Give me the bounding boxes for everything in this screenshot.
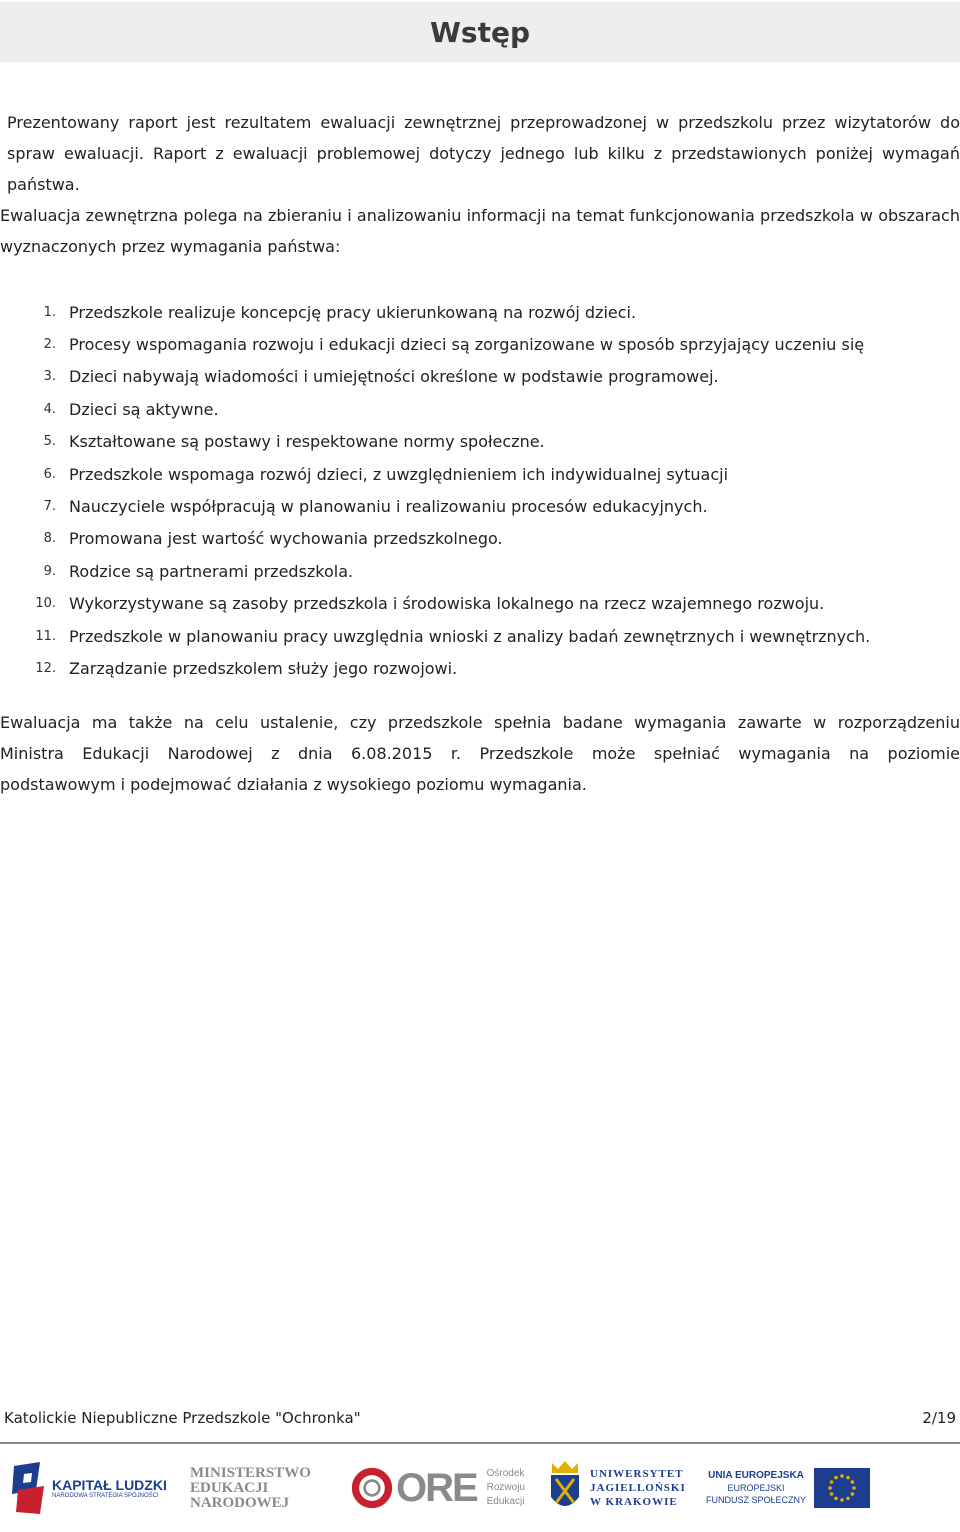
closing-line-2: Ministra Edukacji Narodowej z dnia 6.08.2015 r. Przedszkole może spełniać wymagania na poziomie [0, 744, 960, 763]
list-item [0, 588, 960, 620]
uj-logo [548, 1452, 688, 1524]
list-item [0, 361, 960, 393]
list-item [0, 393, 960, 425]
list-item-text: Zarządzanie przedszkolem służy jego rozwojowi. [69, 658, 458, 678]
list-item-text: Przedszkole wspomaga rozwój dzieci, z uwzględnieniem ich indywidualnej sytuacji [69, 464, 729, 484]
list-item [0, 426, 960, 458]
list-item-number: 2. [43, 337, 56, 353]
list-item-text: Rodzice są partnerami przedszkola. [69, 561, 354, 581]
page-footer [4, 1409, 956, 1427]
men-logo [190, 1452, 320, 1524]
title-bar [0, 2, 960, 62]
list-item-number: 1. [43, 304, 56, 320]
kapital-ludzki-title: KAPITAŁ LUDZKI [52, 1477, 167, 1493]
ore-line-3: Edukacji [486, 1496, 525, 1507]
list-item-number: 9. [43, 563, 56, 579]
men-line-3: NARODOWEJ [190, 1494, 290, 1511]
men-line-2: EDUKACJI [190, 1479, 269, 1496]
list-item-number: 8. [43, 531, 56, 547]
uj-line-1: UNIWERSYTET [590, 1468, 684, 1480]
kapital-ludzki-logo [10, 1452, 180, 1524]
list-item-text: Procesy wspomagania rozwoju i edukacji dzieci są zorganizowane w sposób sprzyjający uczeniu się [69, 335, 865, 355]
list-item-number: 12. [35, 660, 56, 676]
list-item [0, 652, 960, 684]
uj-line-3: W KRAKOWIE [590, 1496, 678, 1508]
list-item [0, 523, 960, 555]
list-item-number: 3. [43, 369, 56, 385]
intro-paragraph-1: Prezentowany raport jest rezultatem ewaluacji zewnętrznej przeprowadzonej w przedszkolu przez wizytatorów do spraw ewaluacji. Raport z ewaluacji problemowej dotyczy jednego lub kilku z przedstawionych poniżej wymagań państwa. [7, 113, 960, 194]
list-item-text: Przedszkole realizuje koncepcję pracy ukierunkowaną na rozwój dzieci. [69, 302, 637, 322]
footer-divider [0, 1442, 960, 1444]
kapital-ludzki-icon [10, 1460, 46, 1516]
uj-crest-icon [548, 1459, 582, 1517]
closing-section [0, 707, 960, 800]
list-item-number: 5. [43, 434, 56, 450]
list-item-text: Dzieci nabywają wiadomości i umiejętności określone w podstawie programowej. [69, 367, 719, 387]
ore-wordmark: ORE [395, 1465, 477, 1510]
men-line-1: MINISTERSTWO [190, 1464, 311, 1481]
uj-line-2: JAGIELLOŃSKI [590, 1482, 686, 1494]
kapital-ludzki-subtitle: NARODOWA STRATEGIA SPÓJNOŚCI [52, 1493, 159, 1499]
list-item [0, 490, 960, 522]
list-item-text: Promowana jest wartość wychowania przedszkolnego. [69, 529, 503, 549]
ue-line-2: EUROPEJSKI [727, 1483, 785, 1493]
ue-logo [706, 1452, 876, 1524]
list-item-number: 6. [43, 466, 56, 482]
list-item-number: 11. [35, 628, 56, 644]
ore-ring-icon [350, 1464, 394, 1512]
list-item-text: Wykorzystywane są zasoby przedszkola i środowiska lokalnego na rzecz wzajemnego rozwoju. [69, 594, 825, 614]
list-item [0, 328, 960, 360]
list-item-text: Nauczyciele współpracują w planowaniu i realizowaniu procesów edukacyjnych. [69, 497, 708, 517]
ue-line-3: FUNDUSZ SPOŁECZNY [706, 1495, 807, 1505]
list-item-number: 7. [43, 499, 56, 515]
footer-page-number: 2/19 [922, 1409, 956, 1427]
list-item [0, 458, 960, 490]
list-item-text: Kształtowane są postawy i respektowane normy społeczne. [69, 432, 545, 452]
closing-line-3: podstawowym i podejmować działania z wysokiego poziomu wymagania. [0, 775, 587, 794]
ore-logo [350, 1452, 525, 1524]
list-item-number: 10. [35, 596, 56, 612]
closing-line-1: Ewaluacja ma także na celu ustalenie, czy przedszkole spełnia badane wymagania zawarte w rozporządzeniu [0, 713, 960, 732]
list-item-text: Dzieci są aktywne. [69, 399, 219, 419]
list-item [0, 620, 960, 652]
ue-line-1: UNIA EUROPEJSKA [708, 1470, 804, 1481]
requirements-list [0, 296, 960, 685]
ore-line-2: Rozwoju [486, 1482, 525, 1493]
list-item [0, 296, 960, 328]
list-item-number: 4. [43, 401, 56, 417]
sponsor-logos [0, 1452, 960, 1524]
intro-section [0, 107, 960, 262]
eu-flag-icon [814, 1468, 870, 1508]
page-title: Wstęp [430, 15, 530, 49]
list-item [0, 555, 960, 587]
footer-school-name: Katolickie Niepubliczne Przedszkole "Ochronka" [4, 1409, 361, 1427]
ore-line-1: Ośrodek [486, 1468, 525, 1479]
list-item-text: Przedszkole w planowaniu pracy uwzględnia wnioski z analizy badań zewnętrznych i wewnętrznych. [69, 626, 871, 646]
intro-paragraph-2: Ewaluacja zewnętrzna polega na zbieraniu i analizowaniu informacji na temat funkcjonowania przedszkola w obszarach wyznaczonych przez wymagania państwa: [0, 206, 960, 256]
